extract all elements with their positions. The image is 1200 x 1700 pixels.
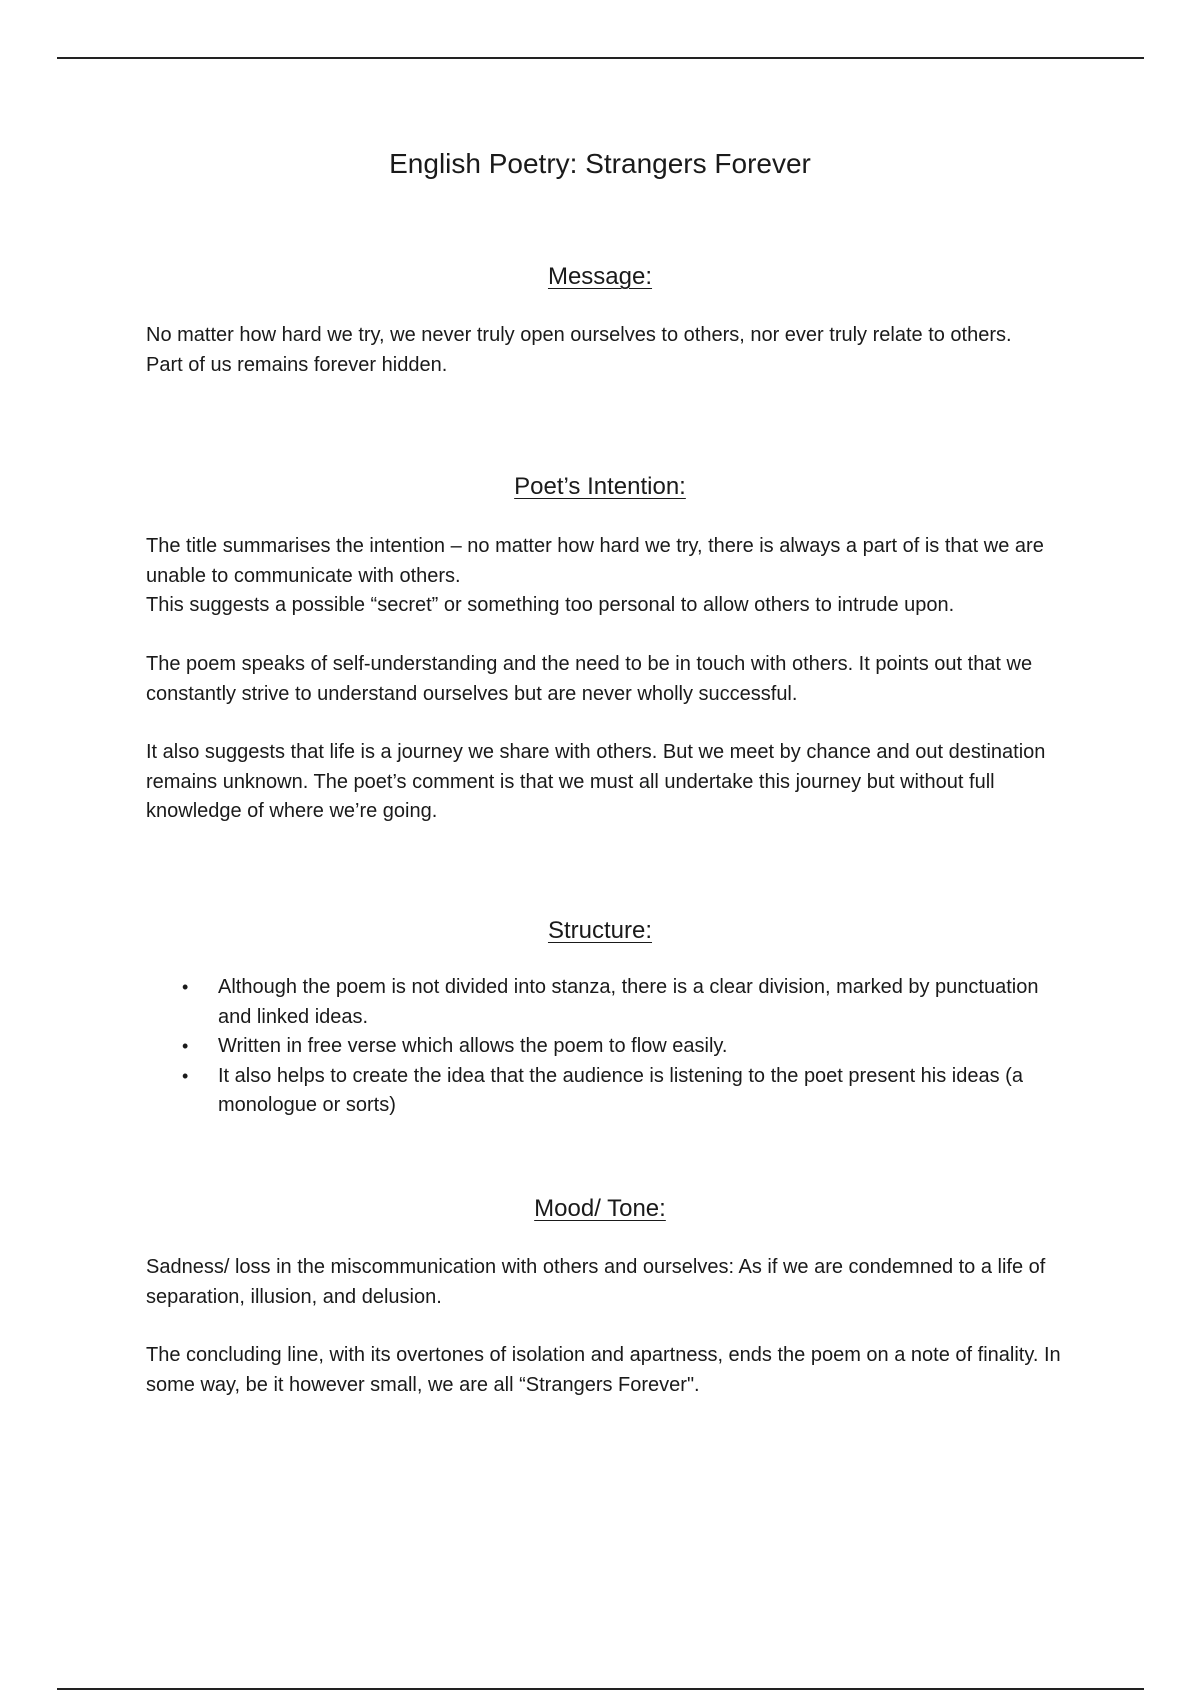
top-divider [57, 57, 1144, 59]
mood-paragraph-2 [146, 1341, 1066, 1400]
list-item-text: Although the poem is not divided into stanza, there is a clear division, marked by punctuation and linked ideas. [218, 976, 1039, 1028]
message-line-2: Part of us remains forever hidden. [146, 353, 448, 376]
message-line-1: No matter how hard we try, we never truly open ourselves to others, nor ever truly relate to others. [146, 324, 1012, 346]
intention-paragraph-1 [146, 532, 1066, 621]
heading-poets-intention-text: Poet’s Intention: [514, 473, 686, 500]
message-paragraph [146, 321, 1066, 380]
list-item-text: It also helps to create the idea that the audience is listening to the poet present his ideas (a monologue or sorts) [218, 1064, 1023, 1116]
intention-paragraph-3-text: It also suggests that life is a journey we share with others. But we meet by chance and out destination remains unknown. The poet’s comment is that we must all undertake this journey but without full knowledge of where we’re going. [146, 741, 1046, 822]
structure-bullet-list [146, 973, 1066, 1121]
intention-paragraph-2-text: The poem speaks of self-understanding and the need to be in touch with others. It points out that we constantly strive to understand ourselves but are never wholly successful. [146, 653, 1033, 705]
bottom-divider [57, 1688, 1144, 1690]
intention-paragraph-2 [146, 650, 1066, 709]
bullet-icon: • [182, 977, 189, 997]
mood-paragraph-2-text: The concluding line, with its overtones of isolation and apartness, ends the poem on a note of finality. In some way, be it however small, we are all “Strangers Forever". [146, 1344, 1061, 1396]
heading-structure [0, 916, 1200, 946]
list-item-text: Written in free verse which allows the poem to flow easily. [218, 1035, 728, 1057]
mood-paragraph-1 [146, 1253, 1066, 1312]
heading-poets-intention [0, 472, 1200, 502]
intention-line-1: The title summarises the intention – no matter how hard we try, there is always a part of is that we are unable to communicate with others. [146, 535, 1044, 587]
intention-paragraph-3 [146, 738, 1066, 827]
heading-structure-text: Structure: [547, 917, 653, 944]
list-item [146, 973, 1066, 1032]
heading-message [0, 262, 1200, 292]
heading-message-text: Message: [547, 263, 653, 290]
intention-line-2: This suggests a possible “secret” or something too personal to allow others to intrude upon. [146, 594, 955, 616]
mood-paragraph-1-text: Sadness/ loss in the miscommunication with others and ourselves: As if we are condemned to a life of separation, illusion, and delusion. [146, 1256, 1046, 1308]
heading-mood-tone [0, 1194, 1200, 1224]
bullet-icon: • [182, 1036, 189, 1056]
bullet-icon: • [182, 1065, 189, 1086]
page-title: English Poetry: Strangers Forever [389, 148, 811, 179]
heading-mood-tone-text: Mood/ Tone: [534, 1195, 666, 1222]
list-item [146, 1062, 1066, 1121]
list-item [146, 1032, 1066, 1062]
